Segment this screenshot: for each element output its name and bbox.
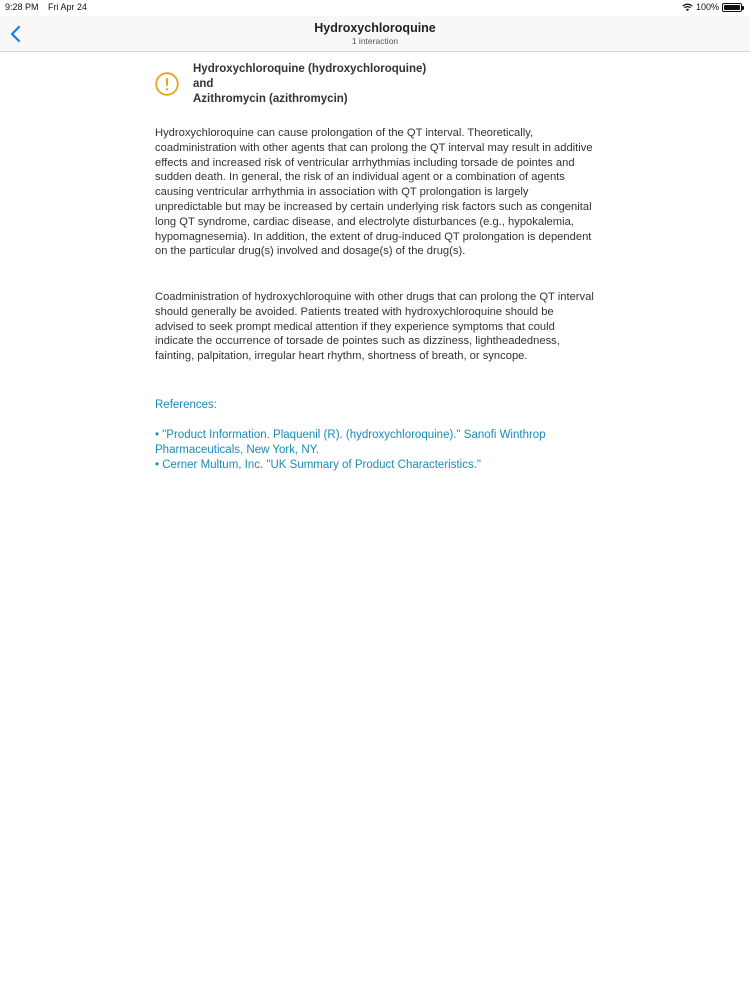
- page-subtitle: 1 interaction: [351, 36, 399, 46]
- status-indicators: [682, 2, 742, 12]
- page-title: Hydroxychloroquine: [314, 21, 436, 35]
- reference-link[interactable]: • "Product Information. Plaquenil (R). (hydroxychloroquine)." Sanofi Winthrop Pharmaceuticals, New York, NY.: [155, 429, 546, 456]
- battery-percent: 100%: [695, 2, 719, 12]
- interaction-management: Coadministration of hydroxychloroquine with other drugs that can prolong the QT interval should generally be avoided. Patients treated with hydroxychloroquine should be advised to seek prompt medical attention if they experience symptoms that could indicate the occurrence of torsade de pointes such as dizziness, lightheadedness, fainting, palpitation, irregular heart rhythm, shortness of breath, or syncope.: [155, 291, 594, 363]
- drug-connector: and: [193, 78, 214, 90]
- warning-icon: [155, 72, 179, 96]
- reference-link[interactable]: • Cerner Multum, Inc. "UK Summary of Product Characteristics.": [155, 459, 481, 471]
- status-date: Fri Apr 24: [48, 2, 88, 12]
- navigation-bar: [0, 16, 750, 52]
- references-list: [155, 428, 595, 473]
- interaction-detail: [155, 62, 595, 471]
- interaction-header: [155, 62, 595, 110]
- battery-icon: [722, 3, 742, 12]
- interaction-description: Hydroxychloroquine can cause prolongation of the QT interval. Theoretically, coadministration with other agents that can prolong the QT interval may result in additive effects and increased risk of ventricular arrhythmias including torsade de pointes and sudden death. In general, the risk of an individual agent or a combination of agents causing ventricular arrhythmia in association with QT prolongation is largely unpredictable but may be increased by certain underlying risk factors such as congenital long QT syndrome, cardiac disease, and electrolyte disturbances (e.g., hypokalemia, hypomagnesemia). In addition, the extent of drug-induced QT prolongation is dependent on the particular drug(s) involved and dosage(s) of the drug(s).: [155, 127, 593, 258]
- drug-b-name: Azithromycin (azithromycin): [193, 93, 348, 105]
- drug-a-name: Hydroxychloroquine (hydroxychloroquine): [193, 63, 427, 75]
- status-bar: [0, 0, 750, 16]
- battery-level: [724, 5, 740, 10]
- references-title: References:: [155, 399, 218, 411]
- wifi-icon: [682, 3, 693, 12]
- status-time: 9:28 PM: [5, 2, 39, 12]
- drug-pair: [193, 62, 426, 107]
